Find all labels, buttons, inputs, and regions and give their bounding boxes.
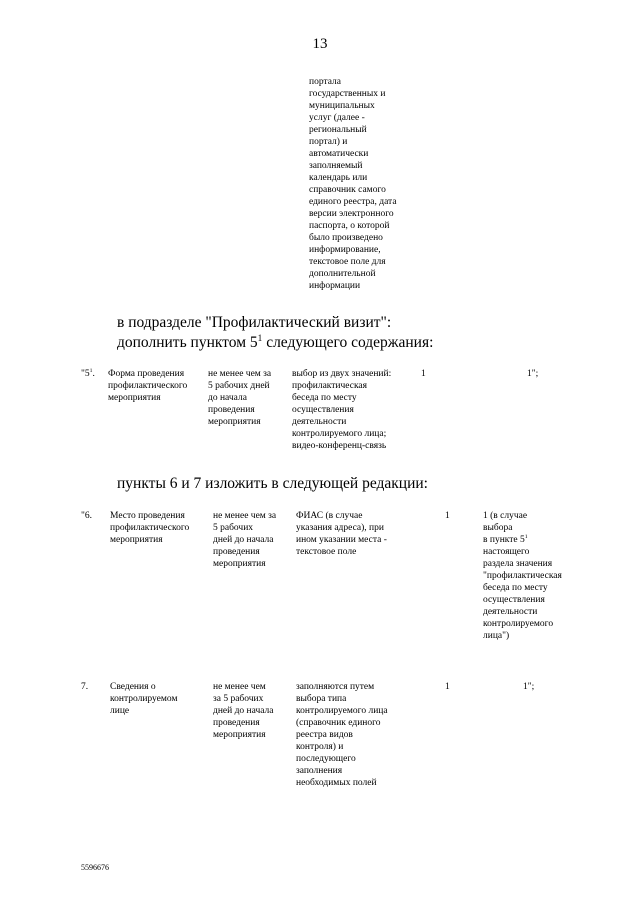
row5-col6: 1"; — [527, 369, 539, 379]
row7-col6: 1"; — [523, 682, 535, 692]
row7-name: Сведения о контролируемом лице — [110, 682, 178, 716]
row5-name: Форма проведения профилактического мероприятия — [108, 369, 188, 403]
row6-values: ФИАС (в случае указания адреса), при ином указании места - текстовое поле — [296, 511, 387, 557]
row6-number: "6. — [81, 511, 93, 521]
heading-add-item: дополнить пунктом $5^1$ следующего содержания: — [117, 333, 434, 351]
row5-values: выбор из двух значений: профилактическая беседа по месту осуществления деятельности контролируемого лица; видео-конференц-связь — [292, 369, 392, 451]
row7-term: не менее чем за 5 рабочих дней до начала проведения мероприятия — [213, 682, 274, 740]
page-number: 13 — [312, 36, 328, 52]
row6-term: не менее чем за 5 рабочих дней до начала проведения мероприятия — [213, 511, 277, 569]
row6-name: Место проведения профилактического мероприятия — [110, 511, 190, 545]
document-id: 5596676 — [81, 863, 109, 872]
row6-col5: 1 — [445, 511, 450, 521]
row7-number: 7. — [81, 682, 89, 692]
row6-col6: 1 (в случае выбора в пункте $5^1$ настоящего раздела значения "профилактическая беседа по месту осуществления деятельности контролируемого лица") — [483, 511, 562, 641]
row7-values: заполняются путем выбора типа контролируемого лица (справочник единого реестра видов контроля) и последующего заполнения необходимых полей — [296, 682, 388, 788]
row7-col5: 1 — [445, 682, 450, 692]
row5-term: не менее чем за 5 рабочих дней до начала проведения мероприятия — [208, 369, 272, 427]
continuation-text: портала государственных и муниципальных услуг (далее - региональный портал) и автоматически заполняемый календарь или справочник самого единого реестра, дата версии электронного паспорта, о которой было произведено информирование, текстовое поле для дополнительной информации — [309, 77, 397, 291]
row5-col5: 1 — [421, 369, 426, 379]
row5-number: "$5^1$. — [81, 367, 95, 379]
heading-profilactic-visit: в подразделе "Профилактический визит": — [117, 314, 392, 331]
heading-items-6-7: пункты 6 и 7 изложить в следующей редакции: — [117, 475, 428, 492]
